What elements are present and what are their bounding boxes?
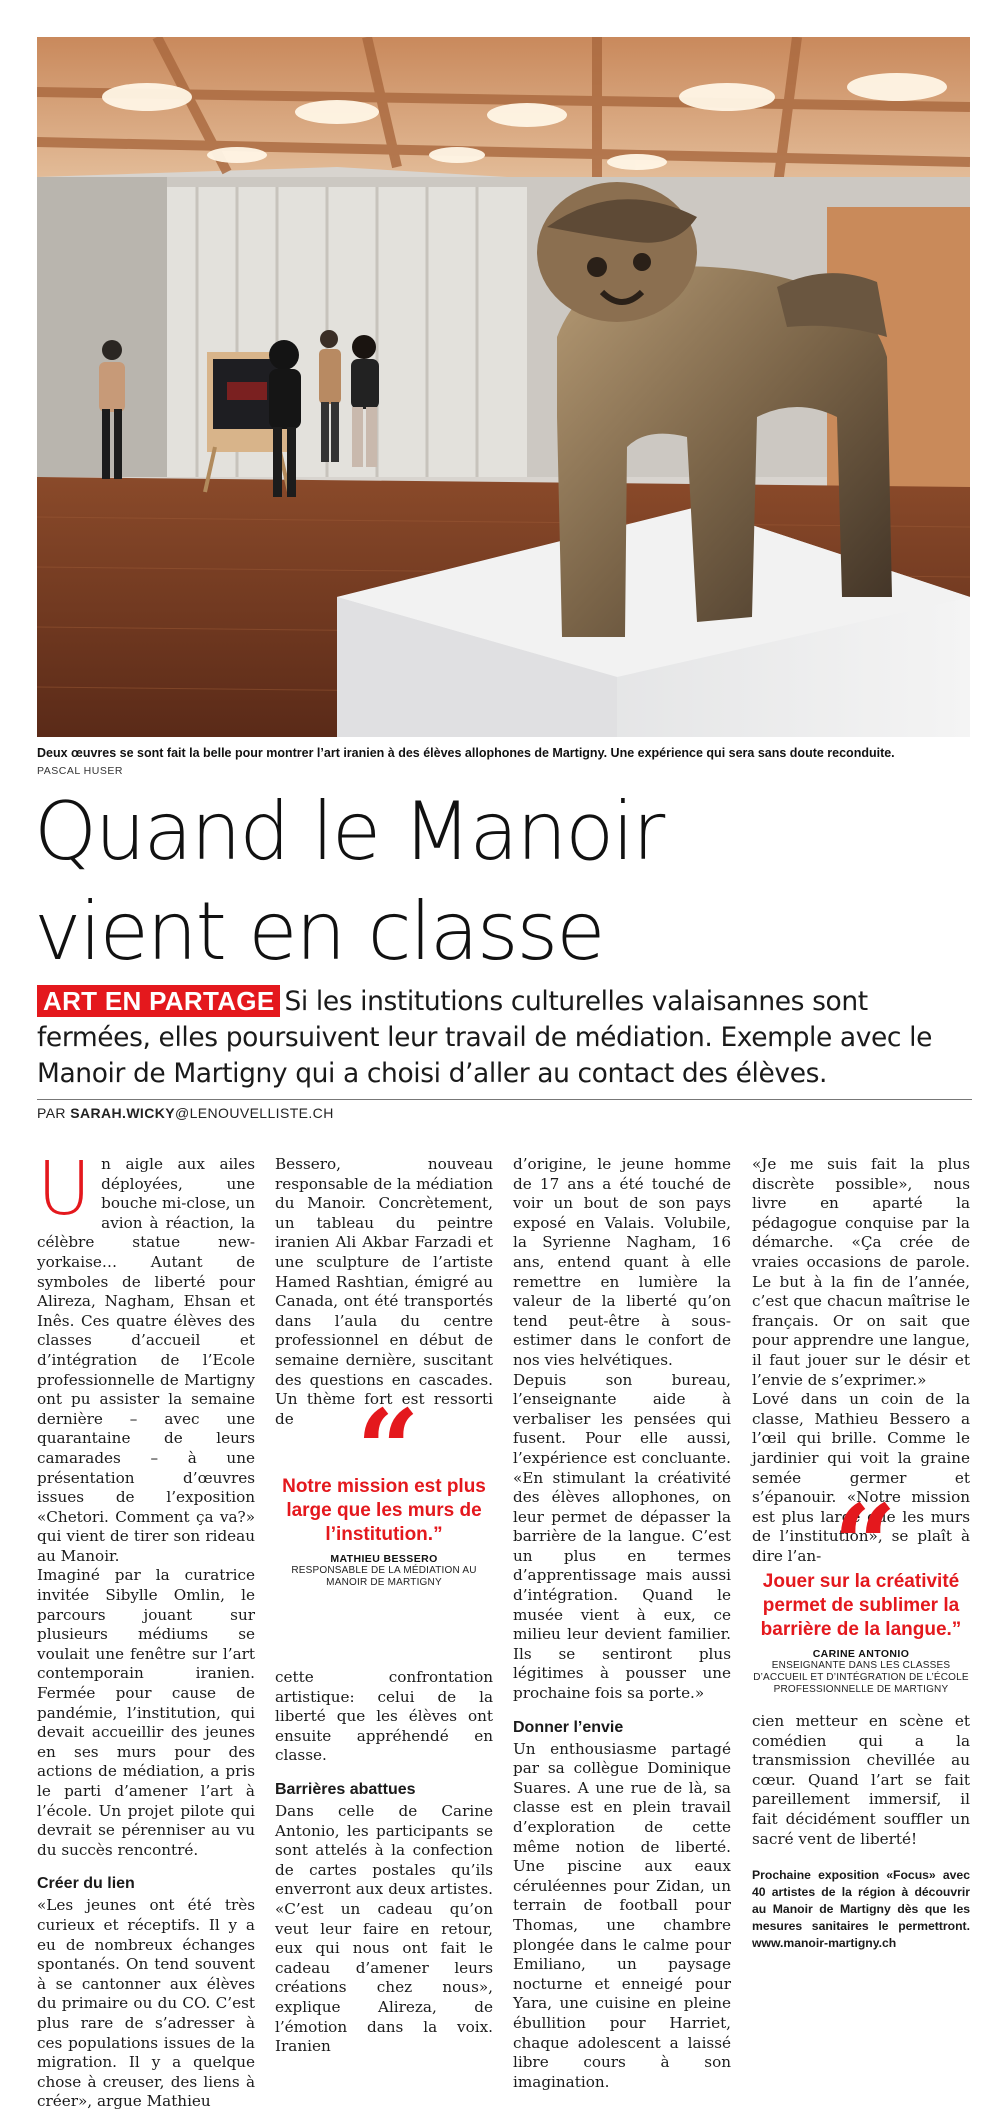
headline-line-1: Quand le Manoir bbox=[34, 785, 664, 878]
headline-line-2: vient en classe bbox=[34, 885, 604, 978]
paragraph: «Les jeunes ont été très curieux et réceptifs. Il y a eu de nombreux échanges spontanés. On tend souvent à se cantonner aux élèves du primaire ou du CO. C’est plus rare de s’adresser à ces populations issues de la migration. Il y a quelque chose à creuser, des liens à créer», argue Mathieu bbox=[37, 1896, 255, 2111]
pull-quote-role: RESPONSABLE DE LA MÉDIATION AU MANOIR DE MARTIGNY bbox=[291, 1565, 477, 1588]
byline-author: SARAH.WICKY bbox=[70, 1105, 175, 1121]
pull-quote-author: CARINE ANTONIO bbox=[812, 1648, 910, 1660]
paragraph: cien metteur en scène et comédien qui a la transmission chevillée au cœur. Quand l’art se fait pareillement immersif, il fait décidément souffler un sacré vent de liberté! bbox=[752, 1712, 970, 1848]
pull-quote-author: MATHIEU BESSERO bbox=[330, 1553, 438, 1565]
paragraph bbox=[37, 1146, 255, 1566]
exhibition-note: Prochaine exposition «Focus» avec 40 artistes de la région à découvrir au Manoir de Martigny dès que les mesures sanitaires le permettront. www.manoir-martigny.ch bbox=[752, 1868, 970, 1951]
photo-credit: PASCAL HUSER bbox=[37, 765, 123, 777]
gallery-photo-illustration bbox=[37, 37, 970, 737]
paragraph: Imaginé par la curatrice invitée Sibylle Omlin, le parcours jouant sur plusieurs médiums se voulait une fenêtre sur l’art contemporain iranien. Fermée pour cause de pandémie, l’institution, qui devait accueillir des jeunes en ses murs pour des actions de médiation, a pris le parti d’amener l’art à l’école. Un projet pilote qui devrait se pérenniser au vu du succès rencontré. bbox=[37, 1566, 255, 1859]
article-headline bbox=[34, 782, 934, 982]
paragraph: d’origine, le jeune homme de 17 ans a été touché de voir un bout de son pays exposé en Valais. Volubile, la Syrienne Nagham, 16 ans, entend quant à elle remettre en lumière la valeur de la liberté qu’on tend peut-être à sous-estimer dans le confort de nos vies helvétiques. bbox=[513, 1155, 731, 1369]
byline bbox=[37, 1105, 334, 1121]
byline-domain: @LENOUVELLISTE.CH bbox=[174, 1105, 334, 1121]
pull-quote-text: Jouer sur la créativité permet de sublimer la barrière de la langue.” bbox=[760, 1571, 962, 1640]
paragraph-text: n aigle aux ailes déployées, une bouche mi-close, un avion à réaction, la célèbre statue new-yorkaise… Autant de symboles de liberté pour Alireza, Nagham, Ehsan et Inês. Ces quatre élèves des classes d’accueil et d’intégration de l’Ecole professionnelle de Martigny ont pu assister la semaine dernière – avec une quarantaine de leurs camarades – à une présentation d’œuvres issues de l’exposition «Chetori. Comment ça va?» qui vient de tirer son rideau au Manoir. bbox=[37, 1155, 255, 1565]
paragraph: Bessero, nouveau responsable de la médiation du Manoir. Concrètement, un tableau du peintre iranien Ali Akbar Farzadi et une sculpture de l’artiste Hamed Rashtian, émigré au Canada, ont été transportés dans l’aula du centre professionnel en début de semaine dernière, suscitant des questions en cascades. Un thème fort est ressorti de bbox=[275, 1155, 493, 1428]
pull-quote-text: Notre mission est plus large que les murs de l’institution.” bbox=[282, 1476, 486, 1545]
article-column-3 bbox=[513, 1155, 731, 2092]
quote-mark-icon: “ bbox=[356, 1385, 412, 1514]
subheading-barrieres-abattues: Barrières abattues bbox=[275, 1780, 416, 1798]
subheading-donner-l-envie: Donner l’envie bbox=[513, 1718, 624, 1736]
photo-caption: Deux œuvres se sont fait la belle pour montrer l’art iranien à des élèves allophones de Martigny. Une expérience qui sera sans doute reconduite. bbox=[37, 746, 895, 760]
byline-prefix: PAR bbox=[37, 1105, 71, 1121]
section-kicker: ART EN PARTAGE bbox=[37, 985, 280, 1017]
article-photo bbox=[37, 37, 970, 737]
drop-cap: U bbox=[37, 1146, 92, 1232]
paragraph: «Je me suis fait la plus discrète possible», nous livre en aparté la pédagogue conquise par la démarche. «Ça crée de vraies occasions de parole. Le but à la fin de l’année, c’est que chacun maîtrise le français. Or on sait que pour apprendre une langue, il faut jouer sur le désir et l’envie de s’exprimer.» bbox=[752, 1155, 970, 1389]
quote-mark-icon: “ bbox=[833, 1480, 889, 1609]
pull-quote-bessero bbox=[275, 1385, 493, 1589]
article-column-2-continued bbox=[275, 1668, 493, 2057]
pull-quote-role: ENSEIGNANTE DANS LES CLASSES D’ACCUEIL ET D’INTÉGRATION DE L’ÉCOLE PROFESSIONNELLE DE MARTIGNY bbox=[753, 1660, 969, 1695]
pull-quote-antonio bbox=[752, 1480, 970, 1696]
article-column-4-continued bbox=[752, 1712, 970, 1952]
subheading-creer-du-lien: Créer du lien bbox=[37, 1875, 135, 1893]
paragraph: Lové dans un coin de la classe, Mathieu Bessero a l’œil qui brille. Comme le jardinier qui voit la graine semée germer et s’épanouir. «Notre mission est plus large que les murs de l’institution», se plaît à dire l’an- bbox=[752, 1390, 970, 1565]
paragraph: Dans celle de Carine Antonio, les participants se sont attelés à la confection de cartes postales qu’ils enverront aux deux artistes. «C’est un cadeau qu’on veut leur faire en retour, eux qui nous ont fait le cadeau d’amener leurs créations chez nous», explique Alireza, de l’émotion dans la voix. Iranien bbox=[275, 1801, 493, 2056]
paragraph: cette confrontation artistique: celui de la liberté que les élèves ont ensuite appréhendé en classe. bbox=[275, 1668, 493, 1765]
article-lead bbox=[37, 984, 972, 1092]
paragraph: Un enthousiasme partagé par sa collègue Dominique Suares. A une rue de là, sa classe est en plein travail d’exploration de cette même notion de liberté. Une piscine aux eaux céruléennes pour Zidan, un terrain de football pour Thomas, une chambre plongée dans le calme pour Emiliano, un paysage nocturne et enneigé pour Yara, une cuisine en pleine ébullition pour Harriet, chaque adolescent a laissé libre cours à son imagination. bbox=[513, 1739, 731, 2091]
article-column-1 bbox=[37, 1146, 255, 2112]
byline-divider bbox=[37, 1099, 972, 1100]
lead-text: Si les institutions culturelles valaisannes sont fermées, elles poursuivent leur travail de médiation. Exemple avec le Manoir de Martigny qui a choisi d’aller au contact des élèves. bbox=[37, 986, 932, 1089]
paragraph: Depuis son bureau, l’enseignante aide à verbaliser les pensées qui fusent. Pour elle aussi, l’expérience est concluante. «En stimulant la créativité des élèves allophones, on leur permet de dépasser la barrière de la langue. C’est un plus en termes d’apprentissage mais aussi d’intégration. Quand le musée vient à eux, ce milieu leur devient familier. Ils se sentiront plus légitimes à pousser une prochaine fois sa porte.» bbox=[513, 1370, 731, 1703]
